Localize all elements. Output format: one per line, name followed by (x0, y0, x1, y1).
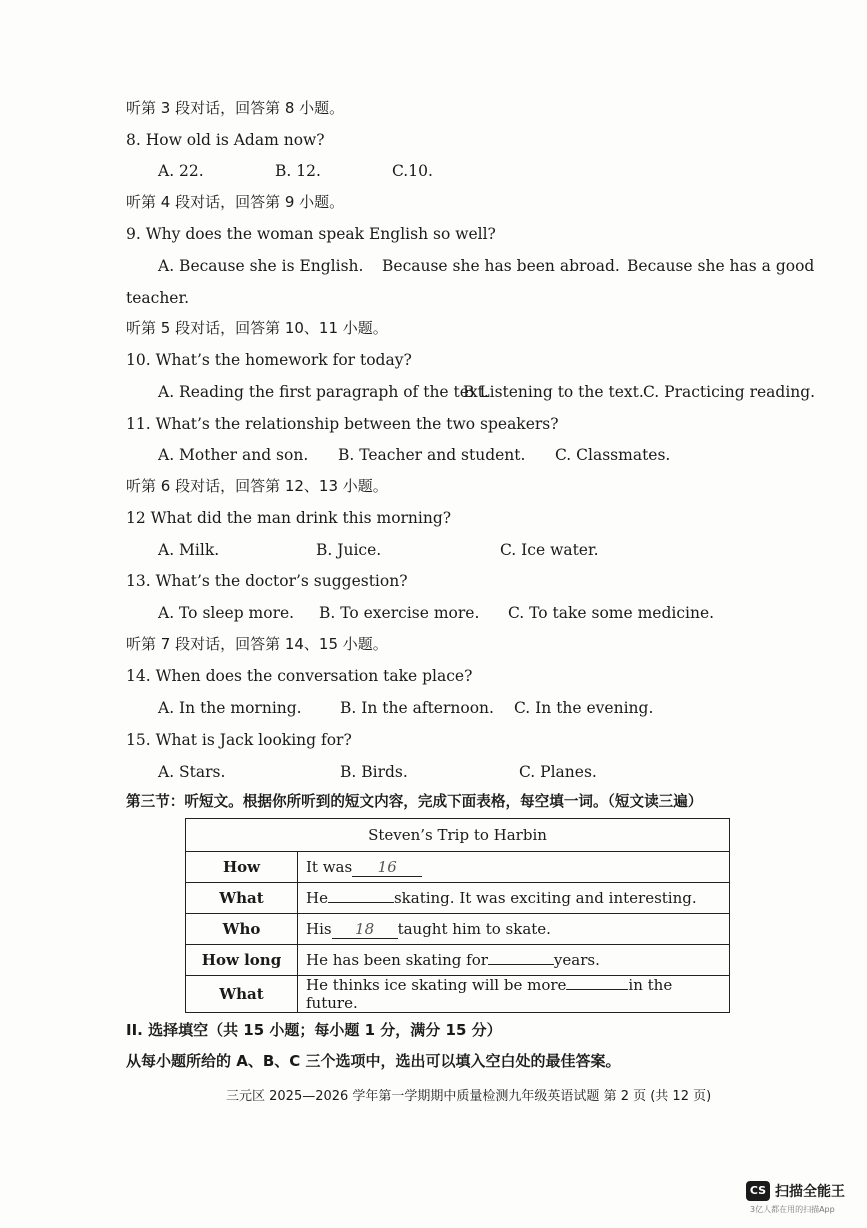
row-text-after: taught him to skate. (397, 919, 551, 938)
row-key: How (186, 852, 298, 883)
section-header-dialogue-4: 听第 4 段对话，回答第 9 小题。 (126, 193, 345, 211)
section-header-dialogue-7: 听第 7 段对话，回答第 14、15 小题。 (126, 635, 388, 653)
answer-blank-18[interactable]: 18 (332, 920, 398, 939)
question-13: 13. What’s the doctor’s suggestion? (126, 572, 408, 590)
q15-option-c: C. Planes. (519, 763, 597, 781)
row-text-after: skating. It was exciting and interesting. (393, 889, 697, 907)
section-header-dialogue-6: 听第 6 段对话，回答第 12、13 小题。 (126, 477, 388, 495)
q12-option-c: C. Ice water. (500, 541, 599, 559)
table-row (186, 945, 730, 976)
row-content (298, 852, 730, 883)
q15-option-b: B. Birds. (340, 763, 408, 781)
row-key: What (186, 883, 298, 914)
q10-option-c: C. Practicing reading. (643, 383, 816, 401)
q13-option-a: A. To sleep more. (158, 604, 295, 622)
q11-option-a: A. Mother and son. (158, 446, 309, 464)
question-12: 12 What did the man drink this morning? (126, 509, 452, 527)
page-footer: 三元区 2025—2026 学年第一学期期中质量检测九年级英语试题 第 2 页 (共 12 页) (226, 1089, 712, 1104)
section-header-dialogue-5: 听第 5 段对话，回答第 10、11 小题。 (126, 319, 388, 337)
scanner-watermark (746, 1179, 850, 1217)
q12-option-a: A. Milk. (158, 541, 220, 559)
question-11: 11. What’s the relationship between the two speakers? (126, 415, 559, 433)
row-text-before: It was (306, 857, 353, 876)
part2-instructions: 从每小题所给的 A、B、C 三个选项中，选出可以填入空白处的最佳答案。 (126, 1052, 621, 1070)
q14-option-b: B. In the afternoon. (340, 699, 494, 717)
q8-option-c: C.10. (392, 162, 433, 180)
q11-option-c: C. Classmates. (555, 446, 671, 464)
answer-blank-17[interactable] (328, 902, 394, 903)
q8-option-a: A. 22. (158, 162, 204, 180)
q13-option-b: B. To exercise more. (319, 604, 480, 622)
row-content (298, 945, 730, 976)
row-key: Who (186, 914, 298, 945)
q14-option-a: A. In the morning. (158, 699, 302, 717)
row-content (298, 976, 730, 1013)
part3-instructions: 第三节：听短文。根据你所听到的短文内容，完成下面表格，每空填一词。（短文读三遍） (126, 793, 703, 810)
question-9: 9. Why does the woman speak English so well? (126, 225, 496, 243)
question-15: 15. What is Jack looking for? (126, 731, 352, 749)
row-content (298, 914, 730, 945)
table-row (186, 883, 730, 914)
q9-option-c: Because she has a good (627, 257, 815, 275)
camscanner-logo-icon: CS (746, 1181, 770, 1201)
answer-blank-20[interactable] (566, 989, 628, 990)
row-key: How long (186, 945, 298, 976)
table-row (186, 852, 730, 883)
row-text-before: He has been skating for (306, 951, 488, 969)
answer-blank-19[interactable] (488, 964, 554, 965)
trip-table (185, 818, 730, 1013)
table-title: Steven’s Trip to Harbin (186, 819, 730, 852)
answer-blank-16[interactable]: 16 (352, 858, 422, 877)
watermark-name: 扫描全能王 (775, 1184, 845, 1200)
row-text-before: He (306, 889, 328, 907)
q8-option-b: B. 12. (275, 162, 321, 180)
q14-option-c: C. In the evening. (514, 699, 654, 717)
q11-option-b: B. Teacher and student. (338, 446, 526, 464)
row-text-before: His (306, 919, 332, 938)
table-row (186, 914, 730, 945)
question-10: 10. What’s the homework for today? (126, 351, 412, 369)
section-header-dialogue-3: 听第 3 段对话，回答第 8 小题。 (126, 99, 345, 117)
q10-option-b: B Listening to the text. (463, 383, 644, 401)
row-key: What (186, 976, 298, 1013)
question-14: 14. When does the conversation take place? (126, 667, 473, 685)
row-text-before: He thinks ice skating will be more (306, 976, 567, 994)
q15-option-a: A. Stars. (158, 763, 226, 781)
q9-option-b: Because she has been abroad. (382, 257, 620, 275)
part2-title: II. 选择填空（共 15 小题；每小题 1 分，满分 15 分） (126, 1021, 502, 1039)
q9-option-c-continued: teacher. (126, 289, 190, 307)
row-text-after: years. (553, 951, 600, 969)
q9-option-a: A. Because she is English. (158, 257, 364, 275)
q10-option-a: A. Reading the first paragraph of the text. (158, 383, 489, 401)
question-8: 8. How old is Adam now? (126, 131, 325, 149)
row-text-after: in the future. (306, 976, 673, 1012)
table-row (186, 976, 730, 1013)
watermark-tagline: 3亿人都在用的扫描App (750, 1205, 835, 1214)
q13-option-c: C. To take some medicine. (508, 604, 715, 622)
q12-option-b: B. Juice. (316, 541, 382, 559)
row-content (298, 883, 730, 914)
